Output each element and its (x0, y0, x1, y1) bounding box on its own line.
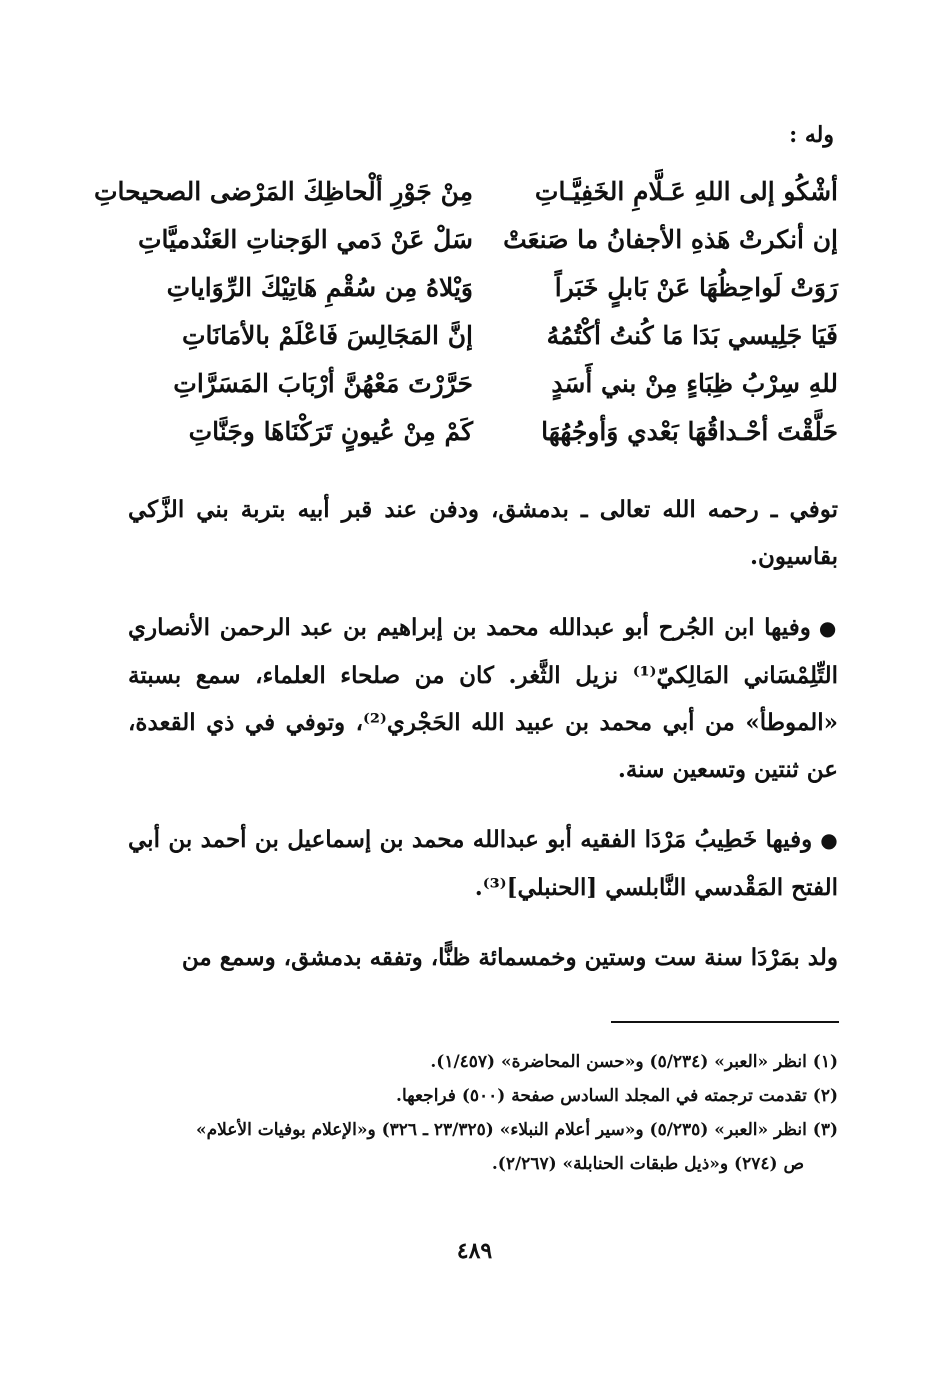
second-hemistich: حَرَّرْتَ مَعْهُنَّ أرْبَابَ المَسَرَّاتِ (173, 369, 473, 398)
biography-khatib-marda (128, 816, 838, 911)
second-hemistich: سَلْ عَنْ دَمي الوَجناتِ العَنْدميَّاتِ (137, 225, 473, 254)
footnote-3: (٣) انظر «العبر» (٥/٢٣٥) و«سير أعلام النبلاء» (٢٣/٣٢٥ ـ ٣٢٦) و«الإعلام بوفيات الأعلام» (195, 1120, 838, 1140)
second-hemistich: وَيْلاهُ مِن سُقْمِ هَاتِيْكَ الرِّوَاياتِ (166, 273, 473, 302)
first-hemistich: للهِ سِرْبُ ظِبَاءٍ مِنْ بني أَسَدٍ (551, 369, 838, 398)
footnote-3-continuation: ص (٢٧٤) و«ذيل طبقات الحنابلة» (٢/٢٦٧). (491, 1154, 804, 1174)
first-hemistich: أشْكُو إلى اللهِ عَـلَّامِ الخَفِيَّـاتِ (534, 177, 838, 206)
second-hemistich: كَمْ مِنْ عُيونٍ تَرَكْنَاهَا وجَنَّاتِ (188, 417, 473, 446)
paragraph-text: وفيها خَطِيبُ مَرْدَا الفقيه أبو عبدالله محمد بن إسماعيل بن أحمد بن أبي الفتح المَقْدسي النَّابلسي [الحنبلي]⁽³⁾. (128, 826, 838, 901)
footnote-separator (611, 1021, 839, 1023)
footnote-2: (٢) تقدمت ترجمته في المجلد السادس صفحة (٥٠٠) فراجعها. (396, 1086, 838, 1106)
footnote-1: (١) انظر «العبر» (٥/٢٣٤) و«حسن المحاضرة» (١/٤٥٧). (430, 1052, 838, 1072)
poem-intro: وله : (789, 122, 834, 148)
verse (128, 264, 838, 312)
verse (128, 408, 838, 456)
second-hemistich: إنَّ المَجَالِسَ فَاعْلَمْ بالأمَانَاتِ (181, 321, 473, 350)
verse (128, 216, 838, 264)
death-paragraph (128, 486, 838, 580)
second-hemistich: مِنْ جَوْرِ ألْحاظِكَ المَرْضى الصحيحاتِ (93, 177, 473, 206)
poem (93, 168, 838, 456)
paragraph-text: ولد بمَرْدَا سنة ست وستين وخمسمائة ظنًّا، وتفقه بدمشق، وسمع من (181, 944, 838, 971)
bullet-icon: ● (818, 616, 838, 640)
footnotes (128, 1045, 838, 1181)
first-hemistich: فَيَا جَلِيسي بَدَا مَا كُنتُ أكْتُمُهُ (546, 321, 838, 350)
verse (128, 312, 838, 360)
page-number: ٤٨٩ (456, 1238, 493, 1264)
first-hemistich: إن أنكرتْ هَذهِ الأجفانُ ما صَنعَتْ (503, 225, 838, 254)
paragraph-text: وفيها ابن الجُرح أبو عبدالله محمد بن إبراهيم بن عبد الرحمن الأنصاري التِّلِمْسَاني المَالِكيّ⁽¹⁾ نزيل الثَّغر. كان من صلحاء العلماء، سمع بسبتة «الموطأ» من أبي محمد بن عبيد الله الحَجْري⁽²⁾، وتوفي في ذي القعدة، عن ثنتين وتسعين سنة. (128, 614, 838, 783)
bullet-icon: ● (820, 828, 839, 852)
paragraph-text: توفي ـ رحمه الله تعالى ـ بدمشق، ودفن عند قبر أبيه بتربة بني الزَّكي بقاسيون. (128, 496, 838, 570)
birth-paragraph (128, 934, 838, 981)
first-hemistich: رَوَتْ لَواحِظُهَا عَنْ بَابلٍ خَبَراً (554, 273, 838, 302)
biography-ibn-aljurh (128, 604, 838, 793)
verse (93, 168, 838, 216)
first-hemistich: حَلَّقْتَ أحْـداقُهَا بَعْدي وَأوجُهُهَا (541, 417, 838, 446)
verse (128, 360, 838, 408)
